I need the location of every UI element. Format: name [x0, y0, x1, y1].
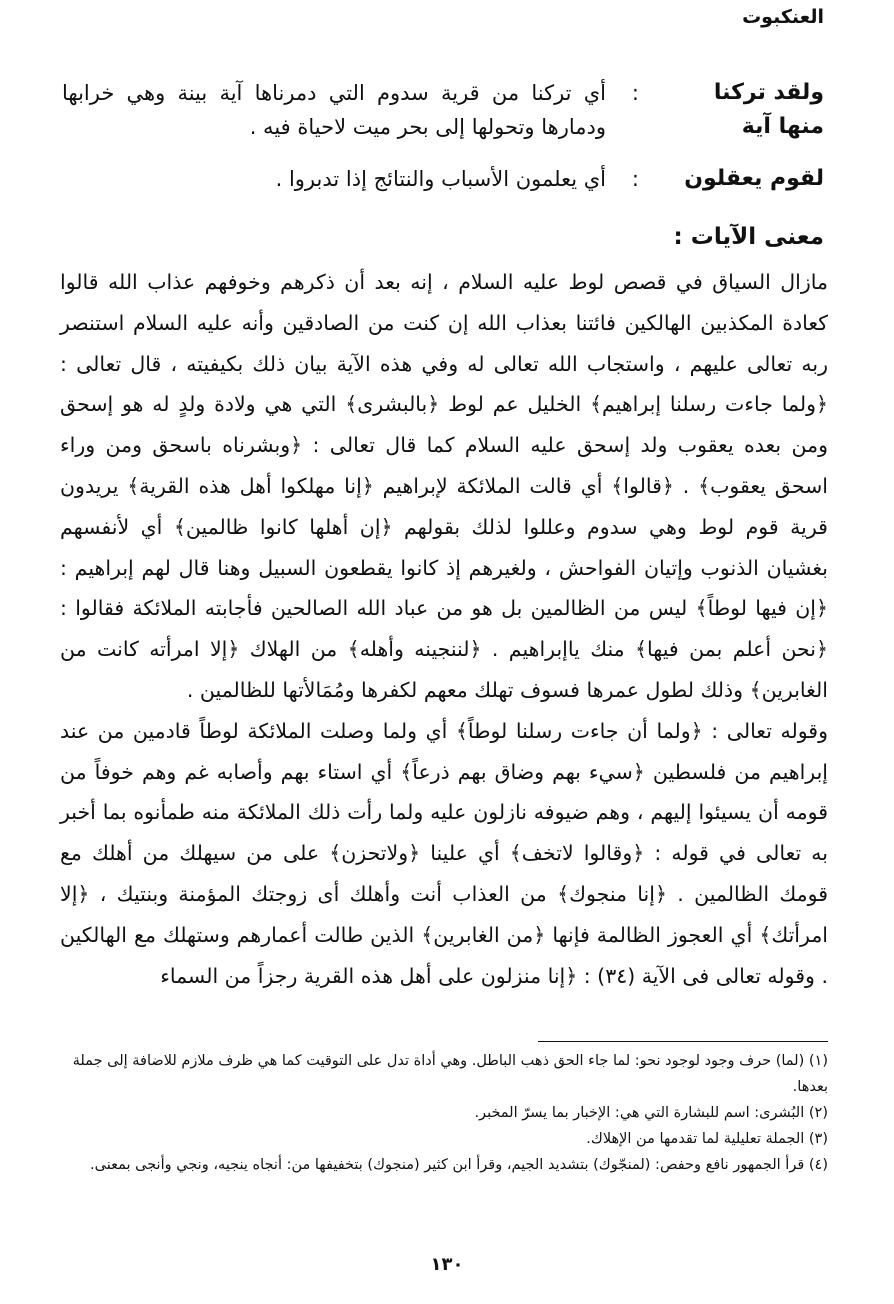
running-head: العنكبوت: [742, 6, 824, 28]
section-title: معنى الآيات :: [673, 224, 824, 250]
glossary-separator: :: [631, 167, 639, 191]
footnotes: [62, 1048, 828, 1178]
footnote: (١) (لما) حرف وجود لوجود نحو: لما جاء الحق ذهب الباطل. وهي أداة تدل على التوقيت كما هي ظرف ملازم للاضافة إلى جملة بعدها.: [72, 1053, 828, 1095]
footnote: (٢) البُشرى: اسم للبشارة التي هي: الإخبار بما يسرّ المخبر.: [474, 1105, 828, 1121]
glossary-separator: :: [631, 81, 639, 105]
footnote: (٤) قرأ الجمهور نافع وحفص: (لمنجّوك) بتشديد الجيم، وقرأ ابن كثير (منجوك) بتخفيفها من: أنجاه ينجيه، ونجي وأنجى بمعنى.: [90, 1157, 828, 1173]
commentary-body: [60, 262, 828, 996]
glossary-explanation: أي تركنا من قرية سدوم التي دمرناها آية بينة وهي خرابها ودمارها وتحولها إلى بحر ميت لاحياة فيه .: [62, 81, 606, 139]
footnote: (٣) الجملة تعليلية لما تقدمها من الإهلاك.: [586, 1131, 828, 1147]
glossary-term: ولقد تركنا منها آية: [713, 80, 824, 139]
footnote-divider: [538, 1041, 828, 1042]
commentary-paragraph: مازال السياق في قصص لوط عليه السلام ، إنه بعد أن ذكرهم وخوفهم عذاب الله قالوا كعادة المكذبين الهالكين فائتنا بعذاب الله إن كنت من الصادقين وأنه عليه السلام استنصر ربه تعالى عليهم ، واستجاب الله تعالى له وفي هذه الآية بيان ذلك بكيفيته ، قال تعالى : ﴿ولما جاءت رسلنا إبراهيم﴾ الخليل عم لوط ﴿بالبشرى﴾ التي هي ولادة ولدٍ له هو إسحق ومن بعده يعقوب ولد إسحق عليه السلام كما قال تعالى : ﴿وبشرناه باسحق ومن وراء اسحق يعقوب﴾ . ﴿قالوا﴾ أي قالت الملائكة لإبراهيم ﴿إنا مهلكوا أهل هذه القرية﴾ يريدون قرية قوم لوط وهي سدوم وعللوا لذلك بقولهم ﴿إن أهلها كانوا ظالمين﴾ أي لأنفسهم بغشيان الذنوب وإتيان الفواحش ، ولغيرهم إذ كانوا يقطعون السبيل وهنا قال لهم إبراهيم : ﴿إن فيها لوطاً﴾ ليس من الظالمين بل هو من عباد الله الصالحين فأجابته الملائكة فقالوا : ﴿نحن أعلم بمن فيها﴾ منك ياإبراهيم . ﴿لننجينه وأهله﴾ من الهلاك ﴿إلا امرأته كانت من الغابرين﴾ وذلك لطول عمرها فسوف تهلك معهم لكفرها ومُمَالأتها للظالمين .: [60, 270, 828, 702]
glossary-entry: [62, 162, 824, 196]
glossary-term: لقوم يعقلون: [684, 166, 824, 191]
page-number: ١٣٠: [430, 1254, 464, 1275]
commentary-paragraph: وقوله تعالى : ﴿ولما أن جاءت رسلنا لوطاً﴾ أي ولما وصلت الملائكة لوطاً قادمين من عند إبراهيم من فلسطين ﴿سيء بهم وضاق بهم ذرعاً﴾ أي استاء بهم وأصابه غم وهم خوفاً من قومه أن يسيئوا إليهم ، وهم ضيوفه نازلون عليه ولما رأت ذلك الملائكة منه طمأنوه بما أخبر به تعالى في قوله : ﴿وقالوا لاتخف﴾ أي علينا ﴿ولاتحزن﴾ على من سيهلك من أهلك مع قومك الظالمين . ﴿إنا منجوك﴾ من العذاب أنت وأهلك أى زوجتك المؤمنة وبنتيك ، ﴿إلا امرأتك﴾ أي العجوز الظالمة فإنها ﴿من الغابرين﴾ الذين طالت أعمارهم وستهلك مع الهالكين . وقوله تعالى فى الآية (٣٤) : ﴿إنا منزلون على أهل هذه القرية رجزاً من السماء: [60, 718, 828, 988]
glossary-entry: [62, 76, 824, 144]
glossary-explanation: أي يعلمون الأسباب والنتائج إذا تدبروا .: [275, 167, 606, 191]
